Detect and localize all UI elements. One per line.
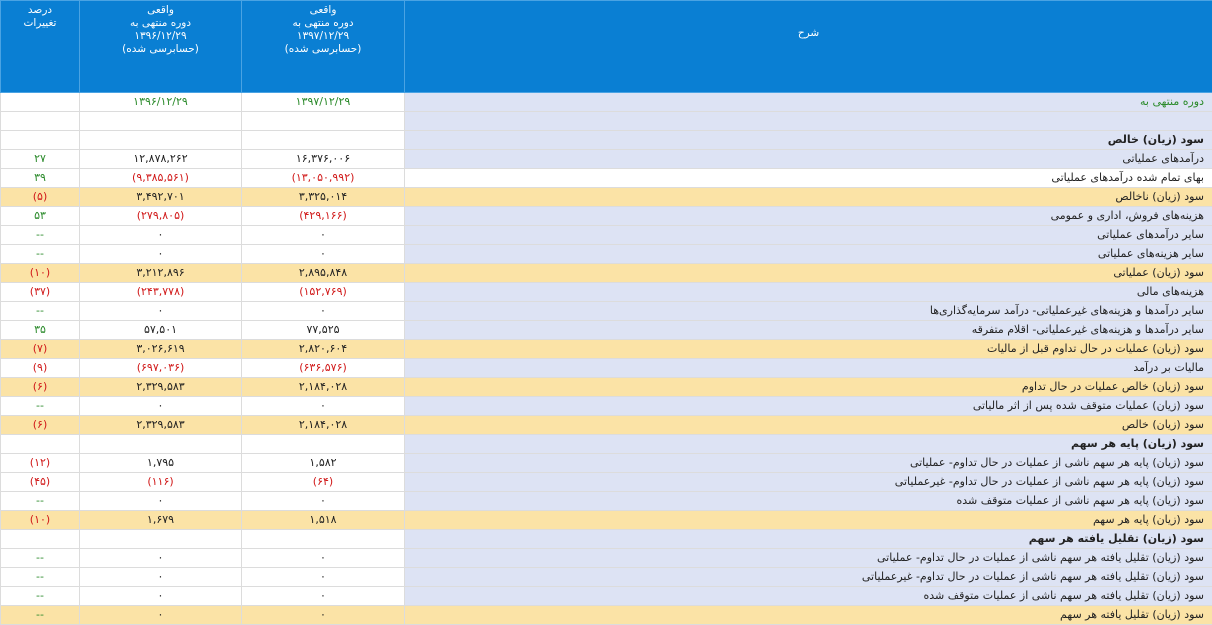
table-row: [1, 473, 1212, 492]
description-cell: سود (زیان) پایه هر سهم ناشی از عملیات در حال تداوم- عملیاتی: [405, 454, 1212, 473]
description-cell: سایر درآمدها و هزینه‌های غیرعملیاتی- اقلام متفرقه: [405, 321, 1212, 340]
pct-change-cell: --: [1, 568, 80, 587]
pct-change-cell: [1, 435, 80, 454]
prev-value-cell: ۰: [80, 226, 242, 245]
description-cell: بهای تمام شده درآمدهای عملیاتی: [405, 169, 1212, 188]
curr-value-cell: [242, 112, 405, 131]
description-cell: هزینه‌های مالی: [405, 283, 1212, 302]
curr-value-cell: (۱۳,۰۵۰,۹۹۲): [242, 169, 405, 188]
prev-value-cell: (۹,۳۸۵,۵۶۱): [80, 169, 242, 188]
curr-value-cell: (۶۴): [242, 473, 405, 492]
prev-value-cell: ۰: [80, 587, 242, 606]
pct-change-cell: --: [1, 245, 80, 264]
pct-change-cell: [1, 131, 80, 150]
table-row: [1, 112, 1212, 131]
pct-change-cell: (۱۰): [1, 511, 80, 530]
curr-value-cell: ۰: [242, 587, 405, 606]
prev-value-cell: ۰: [80, 492, 242, 511]
description-cell: سود (زیان) خالص عملیات در حال تداوم: [405, 378, 1212, 397]
pct-change-cell: (۷): [1, 340, 80, 359]
prev-value-cell: [80, 131, 242, 150]
prev-value-cell: ۰: [80, 606, 242, 625]
header-curr-period: واقعی دوره منتهی به ۱۳۹۷/۱۲/۲۹ (حسابرسی شده): [242, 1, 405, 93]
description-cell: سود (زیان) پایه هر سهم ناشی از عملیات متوقف شده: [405, 492, 1212, 511]
prev-value-cell: ۰: [80, 302, 242, 321]
prev-value-cell: ۱۳۹۶/۱۲/۲۹: [80, 93, 242, 112]
table-row: [1, 492, 1212, 511]
prev-value-cell: ۳,۲۱۲,۸۹۶: [80, 264, 242, 283]
curr-value-cell: ۰: [242, 568, 405, 587]
description-cell: درآمدهای عملیاتی: [405, 150, 1212, 169]
prev-value-cell: ۳,۰۲۶,۶۱۹: [80, 340, 242, 359]
description-cell: سایر درآمدهای عملیاتی: [405, 226, 1212, 245]
curr-value-cell: ۲,۸۹۵,۸۴۸: [242, 264, 405, 283]
table-row: [1, 416, 1212, 435]
table-row: [1, 264, 1212, 283]
pct-change-cell: ۳۹: [1, 169, 80, 188]
pct-change-cell: ۳۵: [1, 321, 80, 340]
table-row: [1, 587, 1212, 606]
table-row: [1, 454, 1212, 473]
prev-value-cell: (۱۱۶): [80, 473, 242, 492]
prev-value-cell: (۲۴۳,۷۷۸): [80, 283, 242, 302]
description-cell: سود (زیان) تقلیل یافته هر سهم: [405, 606, 1212, 625]
prev-value-cell: ۰: [80, 549, 242, 568]
pct-change-cell: (۱۲): [1, 454, 80, 473]
description-cell: سود (زیان) عملیاتی: [405, 264, 1212, 283]
table-row: [1, 340, 1212, 359]
header-description: شرح: [405, 1, 1212, 93]
curr-value-cell: ۱,۵۱۸: [242, 511, 405, 530]
prev-value-cell: ۲,۳۲۹,۵۸۳: [80, 416, 242, 435]
curr-value-cell: ۰: [242, 397, 405, 416]
curr-value-cell: ۳,۳۲۵,۰۱۴: [242, 188, 405, 207]
pct-change-cell: --: [1, 397, 80, 416]
description-cell: سود (زیان) خالص: [405, 131, 1212, 150]
description-cell: سایر درآمدها و هزینه‌های غیرعملیاتی- درآمد سرمایه‌گذاری‌ها: [405, 302, 1212, 321]
curr-value-cell: ۰: [242, 302, 405, 321]
table-row: [1, 397, 1212, 416]
description-cell: سود (زیان) ناخالص: [405, 188, 1212, 207]
pct-change-cell: --: [1, 587, 80, 606]
table-row: [1, 93, 1212, 112]
prev-value-cell: ۱,۶۷۹: [80, 511, 242, 530]
curr-value-cell: (۱۵۲,۷۶۹): [242, 283, 405, 302]
description-cell: سود (زیان) پایه هر سهم: [405, 511, 1212, 530]
pct-change-cell: (۶): [1, 416, 80, 435]
pct-change-cell: (۵): [1, 188, 80, 207]
table-row: [1, 511, 1212, 530]
pct-change-cell: ۲۷: [1, 150, 80, 169]
description-cell: دوره منتهی به: [405, 93, 1212, 112]
pct-change-cell: (۴۵): [1, 473, 80, 492]
curr-value-cell: [242, 131, 405, 150]
table-row: [1, 606, 1212, 625]
table-row: [1, 359, 1212, 378]
description-cell: سود (زیان) عملیات متوقف شده پس از اثر مالیاتی: [405, 397, 1212, 416]
prev-value-cell: ۲,۳۲۹,۵۸۳: [80, 378, 242, 397]
description-cell: سود (زیان) تقلیل یافته هر سهم ناشی از عملیات متوقف شده: [405, 587, 1212, 606]
table-row: [1, 568, 1212, 587]
curr-value-cell: ۰: [242, 549, 405, 568]
prev-value-cell: ۰: [80, 245, 242, 264]
table-header-row: [1, 1, 1212, 93]
table-row: [1, 549, 1212, 568]
table-row: [1, 188, 1212, 207]
table-row: [1, 207, 1212, 226]
curr-value-cell: ۲,۱۸۴,۰۲۸: [242, 378, 405, 397]
pct-change-cell: [1, 530, 80, 549]
table-row: [1, 226, 1212, 245]
description-cell: [405, 112, 1212, 131]
pct-change-cell: ۵۳: [1, 207, 80, 226]
prev-value-cell: (۲۷۹,۸۰۵): [80, 207, 242, 226]
pct-change-cell: --: [1, 302, 80, 321]
description-cell: سود (زیان) پایه هر سهم: [405, 435, 1212, 454]
pct-change-cell: --: [1, 492, 80, 511]
description-cell: سود (زیان) تقلیل یافته هر سهم ناشی از عملیات در حال تداوم- عملیاتی: [405, 549, 1212, 568]
table-row: [1, 321, 1212, 340]
pct-change-cell: [1, 93, 80, 112]
pct-change-cell: --: [1, 226, 80, 245]
prev-value-cell: ۰: [80, 568, 242, 587]
table-row: [1, 131, 1212, 150]
curr-value-cell: ۱۶,۳۷۶,۰۰۶: [242, 150, 405, 169]
curr-value-cell: ۲,۱۸۴,۰۲۸: [242, 416, 405, 435]
header-pct-change: درصد تغییرات: [1, 1, 80, 93]
prev-value-cell: ۵۷,۵۰۱: [80, 321, 242, 340]
description-cell: مالیات بر درآمد: [405, 359, 1212, 378]
description-cell: سود (زیان) تقلیل یافته هر سهم ناشی از عملیات در حال تداوم- غیرعملیاتی: [405, 568, 1212, 587]
curr-value-cell: ۰: [242, 226, 405, 245]
prev-value-cell: [80, 435, 242, 454]
pct-change-cell: --: [1, 549, 80, 568]
curr-value-cell: ۷۷,۵۲۵: [242, 321, 405, 340]
description-cell: سود (زیان) تقلیل یافته هر سهم: [405, 530, 1212, 549]
pct-change-cell: (۶): [1, 378, 80, 397]
prev-value-cell: ۱,۷۹۵: [80, 454, 242, 473]
prev-value-cell: ۱۲,۸۷۸,۲۶۲: [80, 150, 242, 169]
prev-value-cell: [80, 112, 242, 131]
description-cell: سود (زیان) عملیات در حال تداوم قبل از مالیات: [405, 340, 1212, 359]
curr-value-cell: [242, 530, 405, 549]
table-row: [1, 169, 1212, 188]
prev-value-cell: ۳,۴۹۲,۷۰۱: [80, 188, 242, 207]
curr-value-cell: ۰: [242, 245, 405, 264]
table-row: [1, 435, 1212, 454]
prev-value-cell: [80, 530, 242, 549]
description-cell: سود (زیان) پایه هر سهم ناشی از عملیات در حال تداوم- غیرعملیاتی: [405, 473, 1212, 492]
description-cell: سایر هزینه‌های عملیاتی: [405, 245, 1212, 264]
pct-change-cell: (۹): [1, 359, 80, 378]
curr-value-cell: ۱۳۹۷/۱۲/۲۹: [242, 93, 405, 112]
table-row: [1, 530, 1212, 549]
pct-change-cell: --: [1, 606, 80, 625]
curr-value-cell: ۱,۵۸۲: [242, 454, 405, 473]
header-prev-period: واقعی دوره منتهی به ۱۳۹۶/۱۲/۲۹ (حسابرسی شده): [80, 1, 242, 93]
table-row: [1, 245, 1212, 264]
table-row: [1, 302, 1212, 321]
curr-value-cell: (۶۳۶,۵۷۶): [242, 359, 405, 378]
pct-change-cell: [1, 112, 80, 131]
table-row: [1, 283, 1212, 302]
curr-value-cell: ۰: [242, 606, 405, 625]
table-row: [1, 150, 1212, 169]
curr-value-cell: [242, 435, 405, 454]
table-row: [1, 378, 1212, 397]
prev-value-cell: (۶۹۷,۰۳۶): [80, 359, 242, 378]
pct-change-cell: (۱۰): [1, 264, 80, 283]
pct-change-cell: (۳۷): [1, 283, 80, 302]
curr-value-cell: (۴۲۹,۱۶۶): [242, 207, 405, 226]
description-cell: سود (زیان) خالص: [405, 416, 1212, 435]
description-cell: هزینه‌های فروش، اداری و عمومی: [405, 207, 1212, 226]
curr-value-cell: ۲,۸۲۰,۶۰۴: [242, 340, 405, 359]
prev-value-cell: ۰: [80, 397, 242, 416]
curr-value-cell: ۰: [242, 492, 405, 511]
